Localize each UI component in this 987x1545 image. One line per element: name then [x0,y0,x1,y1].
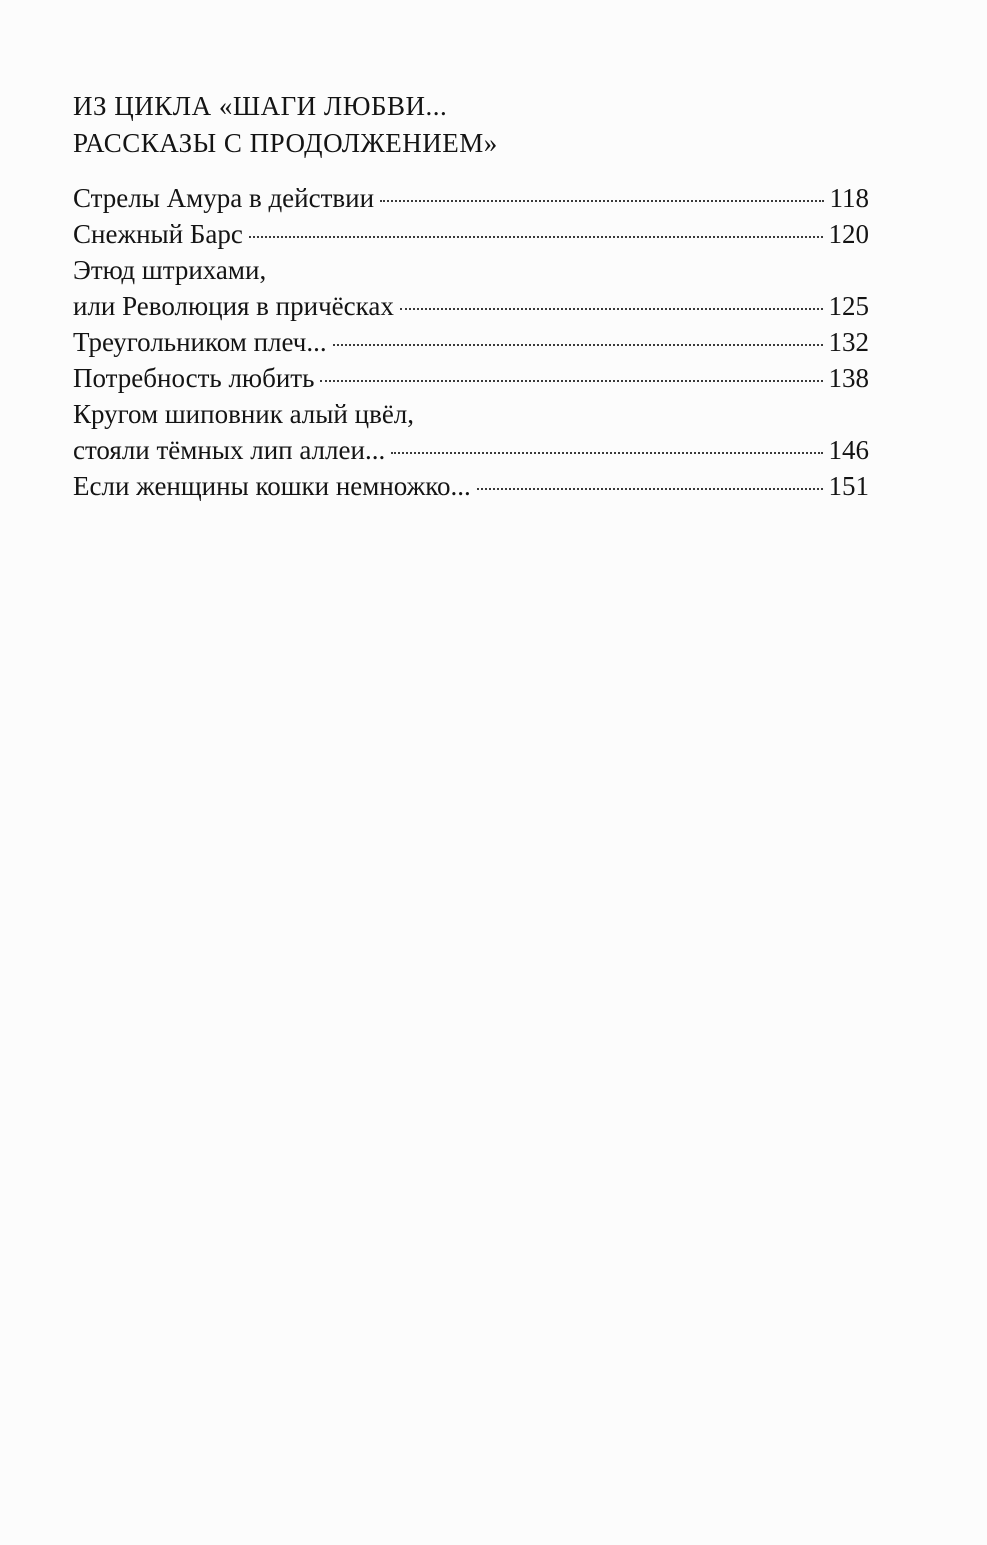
toc-entry [73,216,869,252]
toc-entry-title: или Революция в причёсках [73,291,394,321]
toc-entry [73,180,869,216]
dot-leader [380,200,823,202]
dot-leader [320,380,822,382]
toc-entry [73,396,869,468]
toc-entry-title: Стрелы Амура в действии [73,183,375,213]
toc-entry [73,252,869,324]
toc-entry-page: 118 [829,183,869,213]
toc-entry [73,468,869,504]
toc-entry-title: стояли тёмных лип аллеи... [73,435,386,465]
table-of-contents [73,88,869,504]
dot-leader [391,452,822,454]
toc-entry-title-line-1: Кругом шиповник алый цвёл, [73,399,415,429]
toc-entry-page: 125 [828,291,869,321]
toc-entry-page: 120 [828,219,869,249]
section-title-line-1: ИЗ ЦИКЛА «ШАГИ ЛЮБВИ... [73,91,448,121]
toc-entry-title: Потребность любить [73,363,315,393]
toc-entry-title: Если женщины кошки немножко... [73,471,471,501]
dot-leader [249,236,823,238]
toc-entry [73,324,869,360]
toc-entry-page: 151 [828,471,869,501]
dot-leader [400,308,823,310]
dot-leader [477,488,823,490]
toc-entry-title: Снежный Барс [73,219,243,249]
section-title [73,88,869,162]
toc-entry-page: 138 [828,363,869,393]
toc-entry-page: 132 [828,327,869,357]
toc-entry-title: Треугольником плеч... [73,327,327,357]
toc-entry [73,360,869,396]
section-title-line-2: РАССКАЗЫ С ПРОДОЛЖЕНИЕМ» [73,128,498,158]
dot-leader [333,344,823,346]
toc-entry-title-line-1: Этюд штрихами, [73,255,267,285]
toc-entry-page: 146 [828,435,869,465]
